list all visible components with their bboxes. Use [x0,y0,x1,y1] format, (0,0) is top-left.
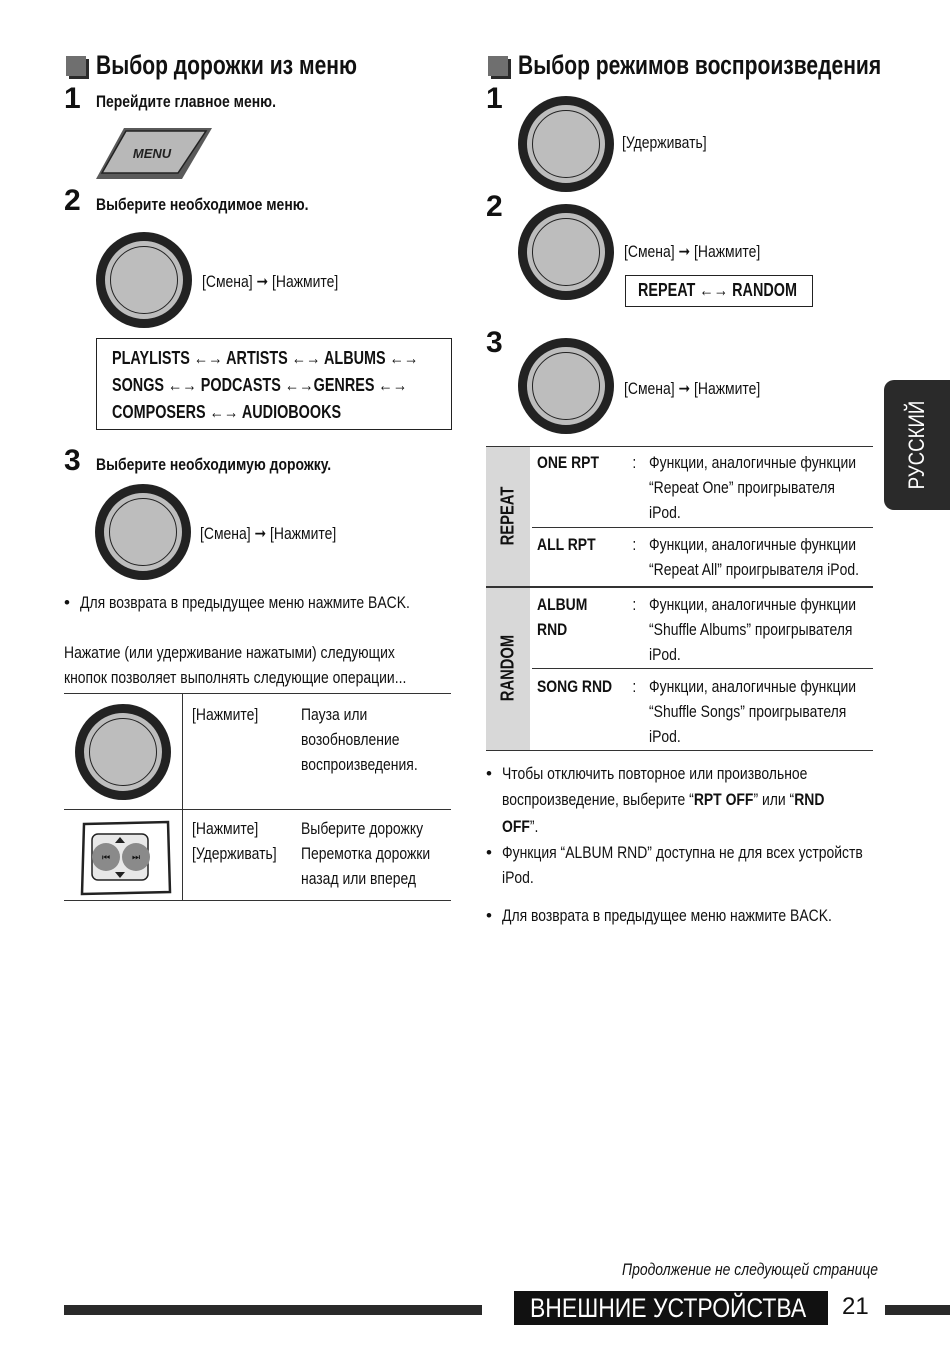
op-action: [Нажмите] [192,705,259,724]
mode-label: ALL RPT [537,535,596,554]
control-knob-icon [518,96,614,192]
mode-desc: “Repeat All” проигрывателя iPod. [649,560,859,579]
table-rule [486,586,873,588]
op-desc: Перемотка дорожки [301,844,431,863]
table-rule [64,900,451,901]
mode-desc: Функции, аналогичные функции [649,677,857,696]
table-rule [64,809,451,810]
svg-text:⏭: ⏭ [131,853,141,863]
mode-desc: iPod. [649,727,681,746]
mode-desc: Функции, аналогичные функции [649,535,857,554]
left-section-title: Выбор дорожки из меню [96,50,358,80]
mode-desc: “Repeat One” проигрывателя [649,478,835,497]
page-number: 21 [842,1293,869,1320]
mode-label: ALBUM [537,595,588,614]
note-text: OFF”. [502,817,539,836]
mode-desc: iPod. [649,503,681,522]
knob-icon [75,704,171,800]
bullet: • [486,843,492,862]
mode-label: RND [537,620,568,639]
table-divider [182,693,183,900]
colon: : [632,595,637,614]
note-text: Для возврата в предыдущее меню нажмите BACK. [502,906,832,925]
step-text: Перейдите главное меню. [96,92,276,111]
footer-section-box [514,1291,828,1325]
colon: : [632,677,637,696]
table-rule [64,693,451,694]
bullet: • [486,764,492,783]
op-desc: Выберите дорожку [301,819,424,838]
language-tab-label: РУССКИЙ [904,400,929,490]
action-text: [Смена] ➞ [Нажмите] [202,272,339,291]
bullet: • [64,593,70,612]
intro-line: Нажатие (или удерживание нажатыми) следующих [64,643,395,662]
menu-list-line: PLAYLISTS ←→ ARTISTS ←→ ALBUMS ←→ [112,348,419,368]
table-rule [486,750,873,751]
step-text: Выберите необходимую дорожку. [96,455,332,474]
step-number: 1 [64,82,81,115]
action-text: [Смена] ➞ [Нажмите] [624,379,761,398]
svg-text:⏮: ⏮ [101,853,111,863]
table-rule [532,668,873,669]
op-action: [Удерживать] [192,844,277,863]
menu-button-icon [94,125,216,183]
footer-bar [885,1305,950,1315]
footer-section-label: ВНЕШНИЕ УСТРОЙСТВА [530,1293,807,1323]
mode-desc: Функции, аналогичные функции [649,453,857,472]
menu-list-line: SONGS ←→ PODCASTS ←→GENRES ←→ [112,375,408,395]
skip-buttons-icon [78,818,172,896]
table-rule [532,527,873,528]
action-text: [Смена] ➞ [Нажмите] [200,524,337,543]
note-text: Функция “ALBUM RND” доступна не для всех устройств [502,843,863,862]
group-label-random: RANDOM [497,634,518,702]
colon: : [632,453,637,472]
mode-desc: “Shuffle Songs” проигрывателя [649,702,847,721]
mode-label: ONE RPT [537,453,599,472]
mode-desc: Функции, аналогичные функции [649,595,857,614]
control-knob-icon [96,232,192,328]
mode-text: REPEAT ←→ RANDOM [638,280,797,300]
footer-bar [64,1305,482,1315]
step-number: 3 [486,326,503,359]
heading-square-icon [66,56,86,76]
note-text: воспроизведение, выберите “RPT OFF” или “RND [502,790,825,809]
op-desc: воспроизведения. [301,755,418,774]
language-tab [884,380,950,510]
heading-square-icon [488,56,508,76]
note-text: iPod. [502,868,534,887]
bullet: • [486,906,492,925]
action-text: [Смена] ➞ [Нажмите] [624,242,761,261]
mode-box [625,275,813,307]
step-number: 2 [486,190,503,223]
action-text: [Удерживать] [622,133,707,152]
op-action: [Нажмите] [192,819,259,838]
control-knob-icon [95,484,191,580]
menu-list-box [96,338,452,430]
group-label-repeat: REPEAT [497,486,518,546]
op-desc: возобновление [301,730,400,749]
note-text: Чтобы отключить повторное или произвольное [502,764,808,783]
mode-label: SONG RND [537,677,613,696]
mode-desc: “Shuffle Albums” проигрывателя [649,620,853,639]
note-text: Для возврата в предыдущее меню нажмите BACK. [80,593,410,612]
right-section-title: Выбор режимов воспроизведения [518,50,882,80]
continued-text: Продолжение не следующей странице [622,1260,879,1279]
colon: : [632,535,637,554]
control-knob-icon [518,338,614,434]
control-knob-icon [518,204,614,300]
step-number: 3 [64,444,81,477]
op-desc: Пауза или [301,705,368,724]
mode-desc: iPod. [649,645,681,664]
menu-button-label: MENU [132,146,172,161]
step-number: 1 [486,82,503,115]
menu-list-line: COMPOSERS ←→ AUDIOBOOKS [112,402,342,422]
op-desc: назад или вперед [301,869,417,888]
intro-line: кнопок позволяет выполнять следующие операции... [64,668,407,687]
table-rule [486,446,873,447]
step-text: Выберите необходимое меню. [96,195,309,214]
step-number: 2 [64,184,81,217]
